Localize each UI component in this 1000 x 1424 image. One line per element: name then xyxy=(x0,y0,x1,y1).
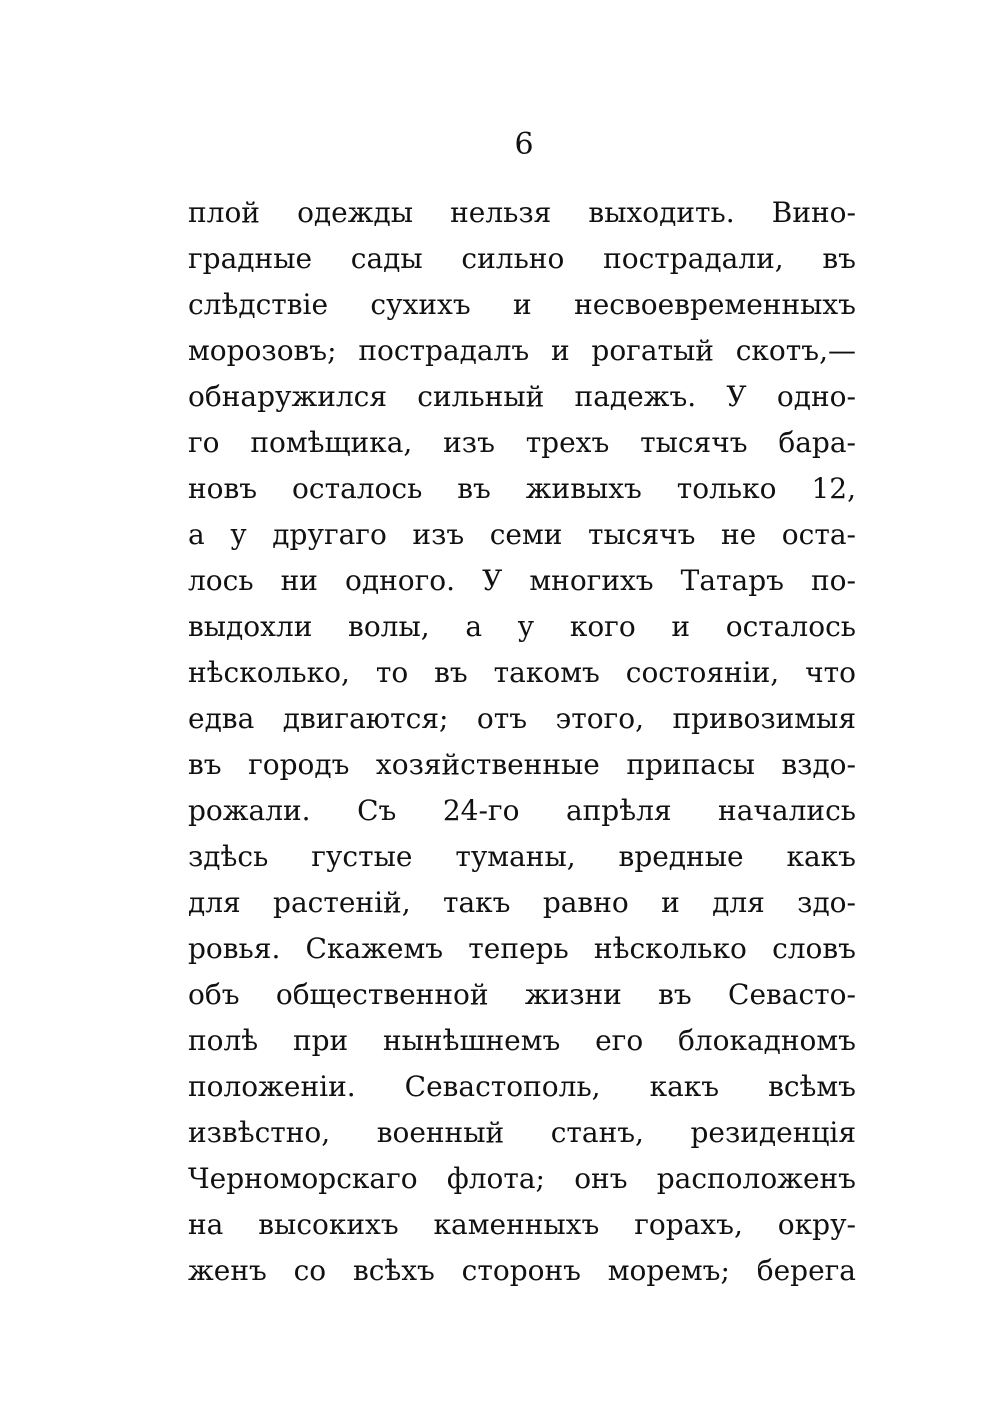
body-text xyxy=(188,190,856,1294)
text-line: морозовъ; пострадалъ и рогатый скотъ,— xyxy=(188,334,856,367)
text-line: для растеній, такъ равно и для здо- xyxy=(188,886,856,919)
text-line: слѣдствіе сухихъ и несвоевременныхъ xyxy=(188,288,856,321)
text-line: рожали. Съ 24-го апрѣля начались xyxy=(188,794,856,827)
text-line: нѣсколько, то въ такомъ состояніи, что xyxy=(188,656,856,689)
text-line: въ городъ хозяйственные припасы вздо- xyxy=(188,748,856,781)
page-number: 6 xyxy=(514,127,534,162)
text-line: выдохли волы, а у кого и осталось xyxy=(188,610,856,643)
text-line: на высокихъ каменныхъ горахъ, окру- xyxy=(188,1208,856,1241)
text-line: Черноморскаго флота; онъ расположенъ xyxy=(188,1162,856,1195)
text-line: объ общественной жизни въ Севасто- xyxy=(188,978,856,1011)
text-line: положеніи. Севастополь, какъ всѣмъ xyxy=(188,1070,856,1103)
text-line: полѣ при нынѣшнемъ его блокадномъ xyxy=(188,1024,856,1057)
text-line: а у другаго изъ семи тысячъ не оста- xyxy=(188,518,856,551)
text-line: лось ни одного. У многихъ Татаръ по- xyxy=(188,564,856,597)
text-line: градные сады сильно пострадали, въ xyxy=(188,242,856,275)
text-line: го помѣщика, изъ трехъ тысячъ бара- xyxy=(188,426,856,459)
text-line: женъ со всѣхъ сторонъ моремъ; берега xyxy=(188,1254,856,1287)
text-line: здѣсь густые туманы, вредные какъ xyxy=(188,840,856,873)
text-line: извѣстно, военный станъ, резиденція xyxy=(188,1116,856,1149)
text-line: обнаружился сильный падежъ. У одно- xyxy=(188,380,856,413)
text-line: едва двигаются; отъ этого, привозимыя xyxy=(188,702,856,735)
text-line: плой одежды нельзя выходить. Вино- xyxy=(188,196,856,229)
text-line: ровья. Скажемъ теперь нѣсколько словъ xyxy=(188,932,856,965)
text-line: новъ осталось въ живыхъ только 12, xyxy=(188,472,856,505)
